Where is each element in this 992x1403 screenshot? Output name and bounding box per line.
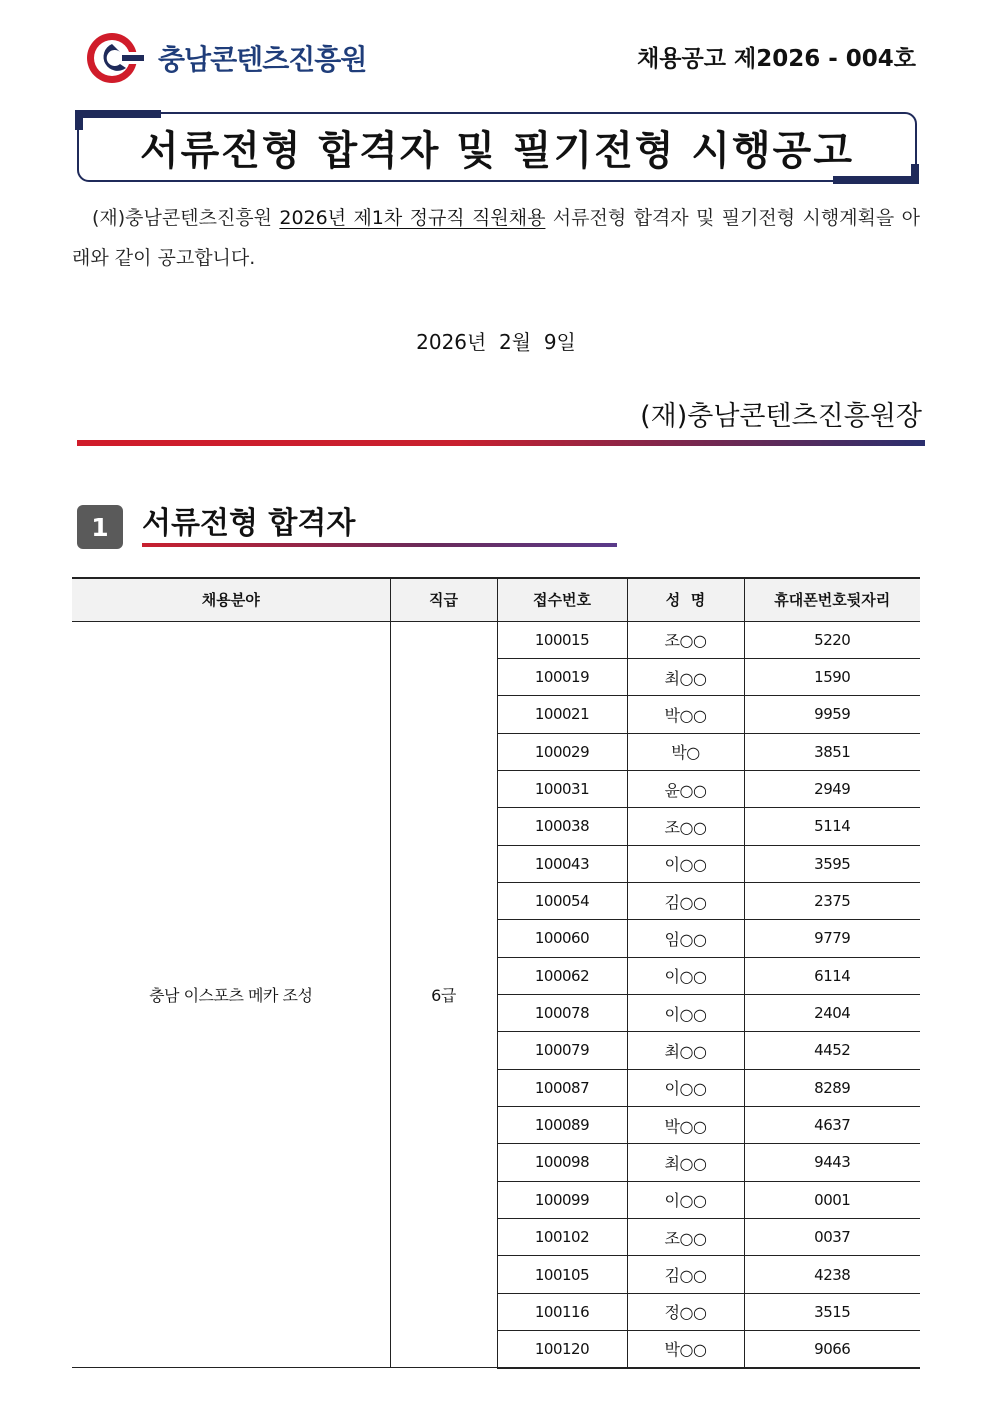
cell-name: 김○○ <box>627 882 744 919</box>
divider <box>77 440 925 446</box>
org-logo <box>82 30 366 86</box>
cell-application-no: 100043 <box>497 845 627 882</box>
cell-name: 조○○ <box>627 808 744 845</box>
cell-name: 최○○ <box>627 658 744 695</box>
cell-phone-last4: 0001 <box>744 1181 920 1218</box>
cell-application-no: 100054 <box>497 882 627 919</box>
intro-prefix: (재)충남콘텐츠진흥원 <box>92 207 280 229</box>
cell-name: 박○ <box>627 733 744 770</box>
cell-application-no: 100031 <box>497 770 627 807</box>
cell-name: 이○○ <box>627 994 744 1031</box>
cell-phone-last4: 8289 <box>744 1069 920 1106</box>
cell-phone-last4: 2375 <box>744 882 920 919</box>
cell-application-no: 100089 <box>497 1106 627 1143</box>
results-table <box>72 577 920 1369</box>
cell-name: 조○○ <box>627 621 744 658</box>
cell-phone-last4: 9959 <box>744 696 920 733</box>
cell-name: 박○○ <box>627 696 744 733</box>
column-header: 성 명 <box>627 578 744 621</box>
cell-phone-last4: 1590 <box>744 658 920 695</box>
cell-application-no: 100098 <box>497 1144 627 1181</box>
cell-name: 이○○ <box>627 1181 744 1218</box>
cell-phone-last4: 3851 <box>744 733 920 770</box>
cell-name: 이○○ <box>627 1069 744 1106</box>
column-header: 접수번호 <box>497 578 627 621</box>
cell-application-no: 100099 <box>497 1181 627 1218</box>
cell-phone-last4: 9066 <box>744 1331 920 1368</box>
cell-field: 충남 이스포츠 메카 조성 <box>72 621 390 1368</box>
section-title: 서류전형 합격자 <box>142 506 356 541</box>
cell-phone-last4: 2404 <box>744 994 920 1031</box>
cell-phone-last4: 5114 <box>744 808 920 845</box>
cell-name: 김○○ <box>627 1256 744 1293</box>
title-banner <box>77 112 917 182</box>
cell-application-no: 100105 <box>497 1256 627 1293</box>
cell-application-no: 100062 <box>497 957 627 994</box>
cell-application-no: 100087 <box>497 1069 627 1106</box>
cell-phone-last4: 3515 <box>744 1293 920 1330</box>
cell-application-no: 100078 <box>497 994 627 1031</box>
table-header-row <box>72 578 920 621</box>
cell-application-no: 100019 <box>497 658 627 695</box>
table-row <box>72 621 920 658</box>
cell-name: 박○○ <box>627 1331 744 1368</box>
cell-application-no: 100102 <box>497 1219 627 1256</box>
cell-application-no: 100038 <box>497 808 627 845</box>
cell-application-no: 100060 <box>497 920 627 957</box>
page-title: 서류전형 합격자 및 필기전형 시행공고 <box>140 127 854 174</box>
cell-phone-last4: 4452 <box>744 1032 920 1069</box>
cell-grade: 6급 <box>390 621 497 1368</box>
cell-application-no: 100120 <box>497 1331 627 1368</box>
cell-phone-last4: 4238 <box>744 1256 920 1293</box>
cell-phone-last4: 3595 <box>744 845 920 882</box>
cell-application-no: 100015 <box>497 621 627 658</box>
intro-suffix: 서류전형 합격자 및 필기전형 시행계획을 아래와 같이 공고합니다. <box>72 207 920 269</box>
cell-name: 이○○ <box>627 845 744 882</box>
cell-application-no: 100029 <box>497 733 627 770</box>
cell-phone-last4: 5220 <box>744 621 920 658</box>
signer: (재)충남콘텐츠진흥원장 <box>640 401 922 432</box>
cell-name: 임○○ <box>627 920 744 957</box>
notice-number: 채용공고 제2026 - 004호 <box>637 46 916 72</box>
intro-recruitment-name: 2026년 제1차 정규직 직원채용 <box>279 207 546 229</box>
notice-date: 2026년 2월 9일 <box>416 330 576 354</box>
cell-phone-last4: 0037 <box>744 1219 920 1256</box>
cell-name: 최○○ <box>627 1032 744 1069</box>
intro-paragraph <box>72 198 920 278</box>
cell-name: 최○○ <box>627 1144 744 1181</box>
column-header: 휴대폰번호뒷자리 <box>744 578 920 621</box>
cell-application-no: 100079 <box>497 1032 627 1069</box>
cell-phone-last4: 2949 <box>744 770 920 807</box>
column-header: 직급 <box>390 578 497 621</box>
cell-application-no: 100116 <box>497 1293 627 1330</box>
cell-name: 이○○ <box>627 957 744 994</box>
column-header: 채용분야 <box>72 578 390 621</box>
cell-phone-last4: 4637 <box>744 1106 920 1143</box>
logo-c-icon <box>82 30 146 86</box>
cell-name: 박○○ <box>627 1106 744 1143</box>
section-underline <box>142 543 617 547</box>
cell-phone-last4: 9443 <box>744 1144 920 1181</box>
cell-application-no: 100021 <box>497 696 627 733</box>
cell-phone-last4: 6114 <box>744 957 920 994</box>
org-name: 충남콘텐츠진흥원 <box>158 43 367 76</box>
cell-phone-last4: 9779 <box>744 920 920 957</box>
cell-name: 정○○ <box>627 1293 744 1330</box>
cell-name: 조○○ <box>627 1219 744 1256</box>
section-number-badge: 1 <box>77 505 123 549</box>
cell-name: 윤○○ <box>627 770 744 807</box>
